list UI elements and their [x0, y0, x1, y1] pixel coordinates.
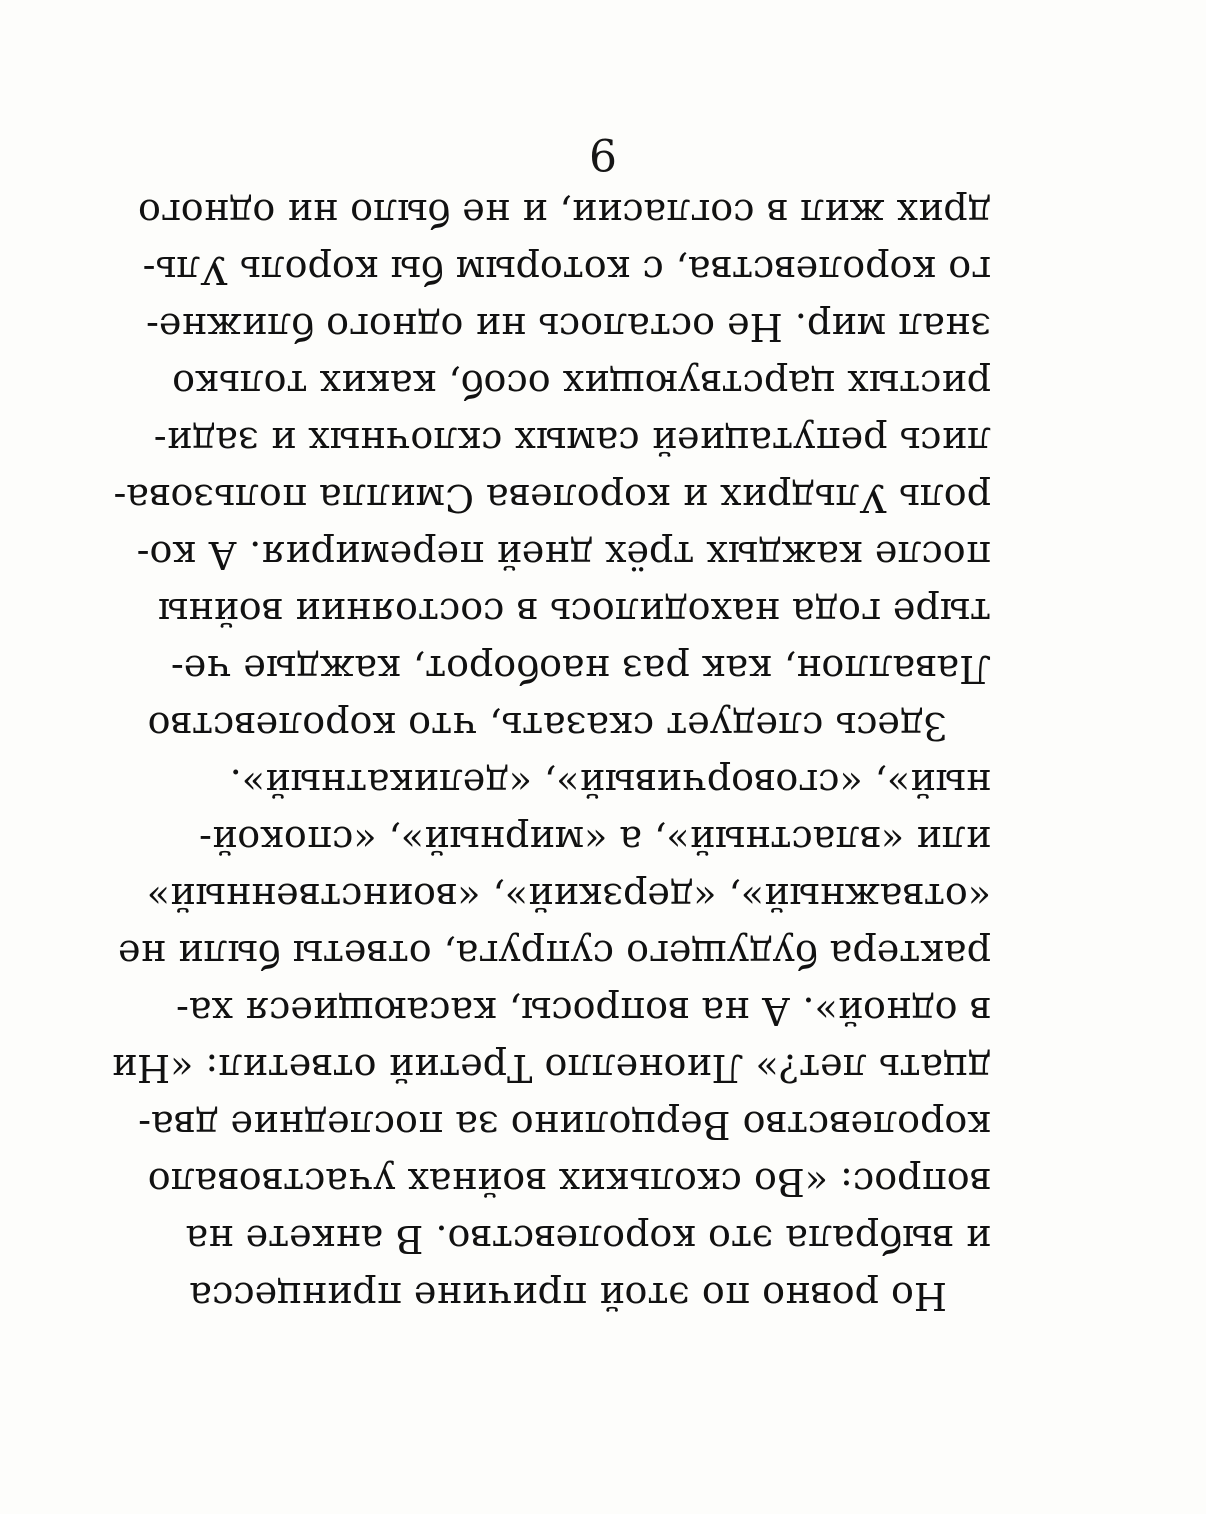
text-line: го королевства, с которым бы король Уль-	[142, 248, 991, 292]
text-line: Здесь следует сказать, что королевство	[147, 704, 947, 748]
text-line: в одной». А на вопросы, касающиеся ха-	[176, 989, 991, 1033]
text-line: рактера будущего супруга, ответы были не	[118, 932, 991, 976]
text-line: дцать лет?» Лионелло Третий ответил: «Ни	[111, 1046, 991, 1090]
text-line: Лаваллон, как раз наоборот, каждые че-	[170, 647, 991, 691]
text-line: королевство Верцолино за последние два-	[138, 1103, 991, 1147]
text-line: после каждых трёх дней перемирия. А ко-	[136, 533, 991, 577]
text-line: ристых царствующих особ, каких только	[172, 362, 991, 406]
text-line: тыре года находилось в состоянии войны	[157, 590, 991, 634]
text-line: дрих жил в согласии, и не было ни одного	[137, 191, 991, 235]
text-line: вопрос: «Во скольких войнах участвовало	[147, 1160, 991, 1204]
text-line: ный», «сговорчивый», «деликатный».	[229, 761, 991, 805]
text-line: «отважный», «дерзкий», «воинственный»	[146, 875, 991, 919]
text-line: роль Ульдрих и королева Смилла пользова-	[113, 476, 991, 520]
text-line: знал мир. Не осталось ни одного ближне-	[146, 305, 991, 349]
text-line: Но ровно по этой причине принцесса	[189, 1274, 947, 1318]
text-line: или «властный», а «мирный», «спокой-	[199, 818, 991, 862]
page-number: 9	[589, 128, 617, 179]
body-text	[111, 184, 991, 1324]
text-line: лись репутацией самых склочных и зади-	[153, 419, 991, 463]
text-line: и выбрала это королевство. В анкете на	[185, 1217, 991, 1261]
